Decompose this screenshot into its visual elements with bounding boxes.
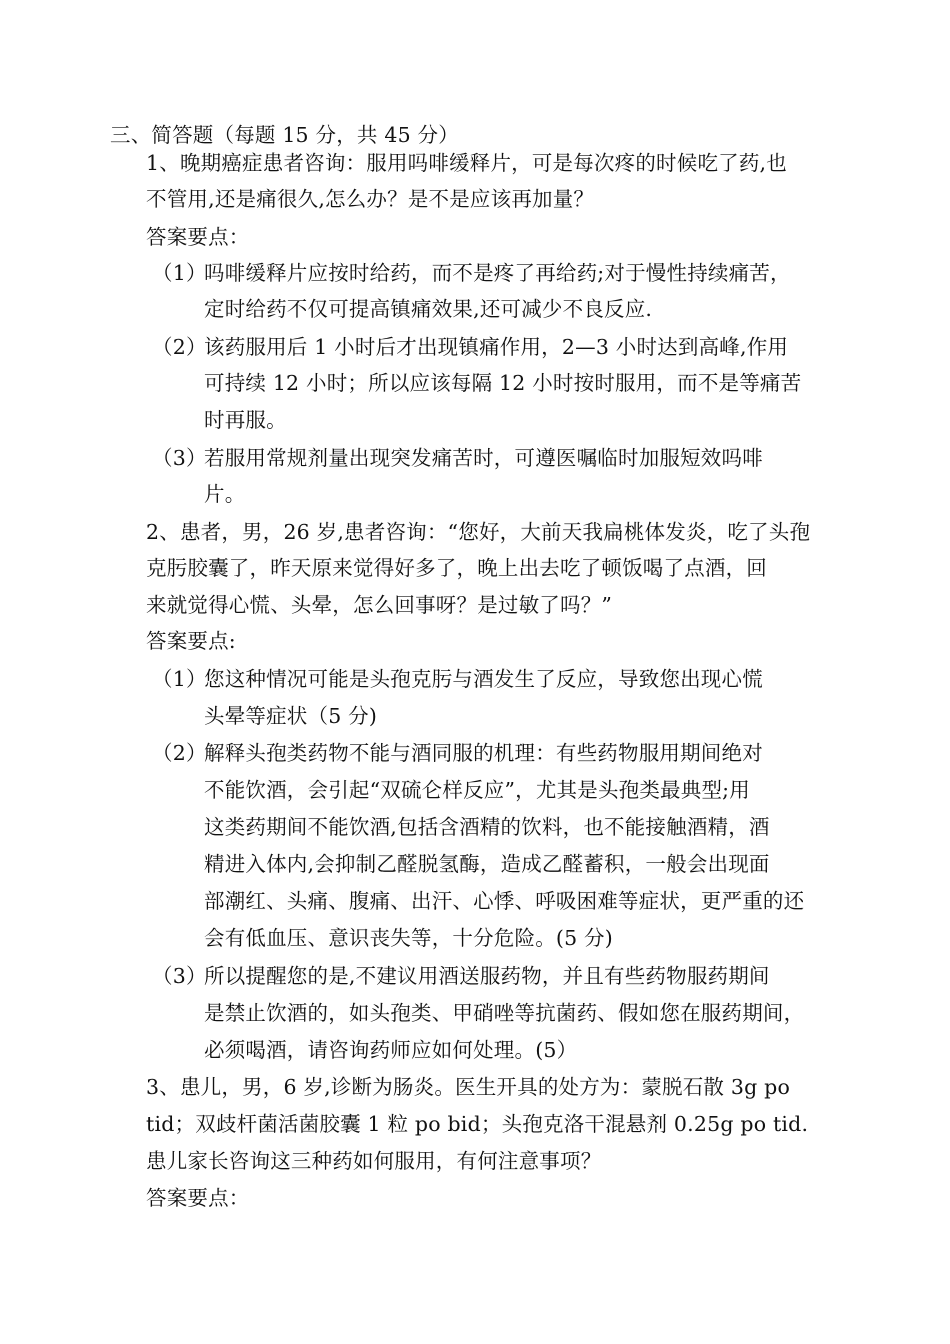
question-3-line-3: 患儿家长咨询这三种药如何服用，有何注意事项？	[146, 1149, 602, 1173]
answer-heading-1: 答案要点：	[146, 225, 250, 249]
point-text: 定时给药不仅可提高镇痛效果,还可减少不良反应.	[204, 297, 653, 321]
point-text: 必须喝酒，请咨询药师应如何处理。(5）	[204, 1038, 578, 1062]
point-text: 是禁止饮酒的，如头孢类、甲硝唑等抗菌药、假如您在服药期间，	[204, 1001, 805, 1025]
point-label: （1）	[152, 261, 207, 285]
point-text: 会有低血压、意识丧失等，十分危险。(5 分)	[204, 926, 613, 950]
answer-heading-3: 答案要点：	[146, 1186, 250, 1210]
point-text: 不能饮酒，会引起“双硫仑样反应”，尤其是头孢类最典型;用	[204, 778, 750, 802]
answer-heading-2: 答案要点:	[146, 629, 236, 653]
question-2-line-3: 来就觉得心慌、头晕，怎么回事呀？是过敏了吗？”	[146, 593, 613, 617]
point-text: 吗啡缓释片应按时给药，而不是疼了再给药;对于慢性持续痛苦，	[204, 261, 791, 285]
point-text: 解释头孢类药物不能与酒同服的机理：有些药物服用期间绝对	[204, 741, 763, 765]
point-text: 片。	[204, 482, 246, 506]
point-text: 您这种情况可能是头孢克肟与酒发生了反应，导致您出现心慌	[204, 667, 763, 691]
point-text: 所以提醒您的是,不建议用酒送服药物，并且有些药物服药期间	[204, 964, 770, 988]
section-title: 三、简答题（每题 15 分，共 45 分）	[110, 123, 459, 147]
question-3-line-2: tid；双歧杆菌活菌胶囊 1 粒 po bid；头孢克洛干混悬剂 0.25g po tid.	[146, 1112, 809, 1136]
point-label: （2）	[152, 741, 207, 765]
point-text: 可持续 12 小时；所以应该每隔 12 小时按时服用，而不是等痛苦	[204, 371, 802, 395]
point-label: （2）	[152, 335, 207, 359]
question-2-line-2: 克肟胶囊了，昨天原来觉得好多了，晚上出去吃了顿饭喝了点酒，回	[146, 556, 767, 580]
point-label: （1）	[152, 667, 207, 691]
question-3-line-1: 3、患儿，男，6 岁,诊断为肠炎。医生开具的处方为：蒙脱石散 3g po	[146, 1075, 790, 1099]
point-text: 若服用常规剂量出现突发痛苦时，可遵医嘱临时加服短效吗啡	[204, 446, 763, 470]
point-text: 部潮红、头痛、腹痛、出汗、心悸、呼吸困难等症状，更严重的还	[204, 889, 805, 913]
point-label: （3）	[152, 446, 207, 470]
point-text: 精进入体内,会抑制乙醛脱氢酶，造成乙醛蓄积，一般会出现面	[204, 852, 770, 876]
question-1-line-1: 1、晚期癌症患者咨询：服用吗啡缓释片，可是每次疼的时候吃了药,也	[146, 151, 787, 175]
point-text: 该药服用后 1 小时后才出现镇痛作用，2—3 小时达到高峰,作用	[204, 335, 789, 359]
question-1-line-2: 不管用,还是痛很久,怎么办？是不是应该再加量？	[146, 187, 595, 211]
point-label: （3）	[152, 964, 207, 988]
point-text: 这类药期间不能饮酒,包括含酒精的饮料，也不能接触酒精，酒	[204, 815, 770, 839]
point-text: 头晕等症状（5 分)	[204, 704, 378, 728]
question-2-line-1: 2、患者，男，26 岁,患者咨询：“您好，大前天我扁桃体发炎，吃了头孢	[146, 520, 811, 544]
point-text: 时再服。	[204, 408, 287, 432]
